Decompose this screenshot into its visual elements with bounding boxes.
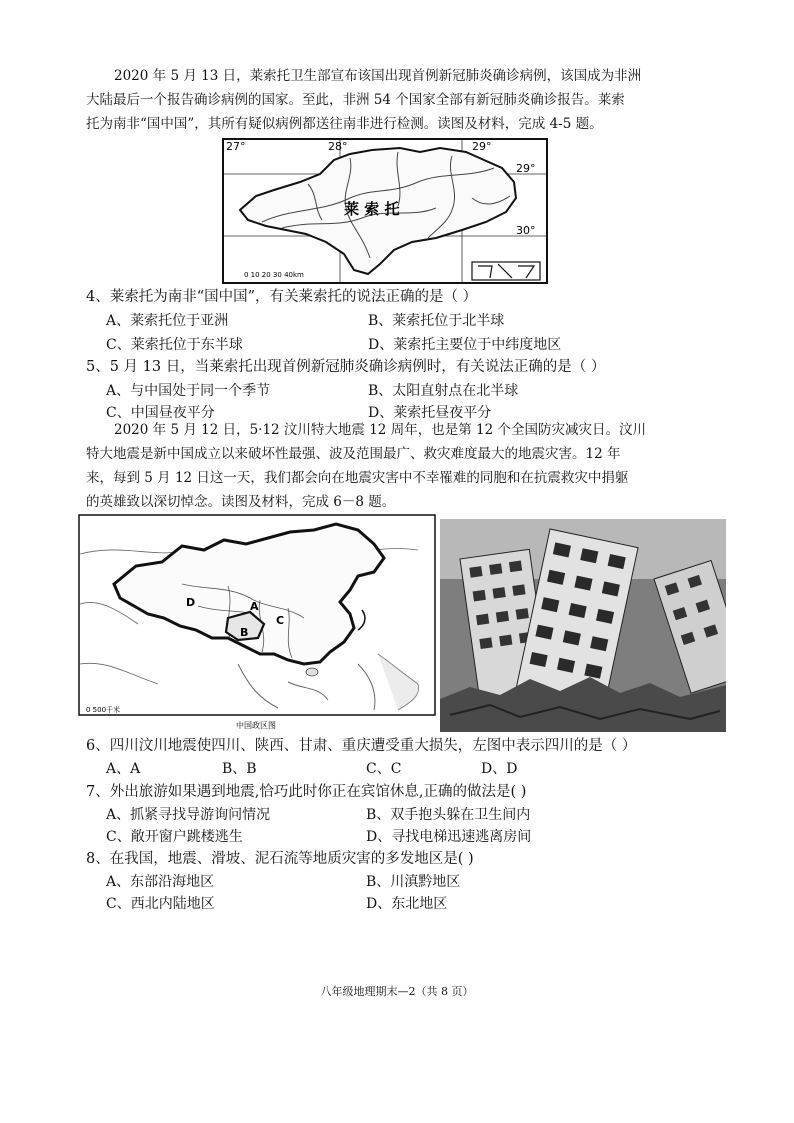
- latitude-label: 30°: [516, 224, 536, 237]
- longitude-label: 29°: [472, 140, 492, 153]
- question-5-option-a[interactable]: A、与中国处于同一个季节: [106, 383, 271, 399]
- map-point-b: B: [240, 626, 249, 639]
- question-7-option-b[interactable]: B、双手抱头躲在卫生间内: [366, 807, 531, 823]
- question-8-option-b[interactable]: B、川滇黔地区: [366, 874, 461, 890]
- longitude-label: 27°: [226, 140, 246, 153]
- map-caption: 中国政区图: [236, 721, 276, 730]
- question-5-option-b[interactable]: B、太阳直射点在北半球: [368, 383, 519, 399]
- map-point-a: A: [250, 600, 259, 613]
- question-5-option-c[interactable]: C、中国昼夜平分: [106, 405, 215, 421]
- inset-map: [472, 262, 540, 280]
- question-6-stem: 6、四川汶川地震使四川、陕西、甘肃、重庆遭受重大损失，左图中表示四川的是（ ）: [86, 738, 637, 754]
- earthquake-photo: [440, 519, 726, 732]
- passage-line: 大陆最后一个报告确诊病例的国家。至此，非洲 54 个国家全部有新冠肺炎确诊报告。莱索: [86, 92, 625, 108]
- question-4-option-c[interactable]: C、莱索托位于东半球: [106, 337, 243, 353]
- passage-wenchuan: [86, 418, 726, 514]
- scale-label: 0 500千米: [86, 706, 121, 714]
- question-6-option-b[interactable]: B、B: [222, 761, 257, 777]
- question-5-stem: 5、5 月 13 日，当莱索托出现首例新冠肺炎确诊病例时，有关说法正确的是（ ）: [86, 359, 606, 375]
- passage-line: 特大地震是新中国成立以来破坏性最强、波及范围最广、救灾难度最大的地震灾害。12 年: [86, 446, 621, 462]
- longitude-label: 28°: [328, 140, 348, 153]
- scale-label: 0 10 20 30 40km: [244, 271, 304, 279]
- question-8-stem: 8、在我国，地震、滑坡、泥石流等地质灾害的多发地区是( ): [86, 851, 474, 867]
- question-6-option-d[interactable]: D、D: [481, 761, 518, 777]
- page-footer: 八年级地理期末—2（共 8 页）: [320, 985, 474, 998]
- question-4-option-d[interactable]: D、莱索托主要位于中纬度地区: [368, 337, 562, 353]
- question-4-option-a[interactable]: A、莱索托位于亚洲: [106, 313, 229, 329]
- passage-line: 的英雄致以深切悼念。读图及材料，完成 6－8 题。: [86, 494, 396, 510]
- question-7-stem: 7、外出旅游如果遇到地震,恰巧此时你正在宾馆休息,正确的做法是( ): [86, 784, 527, 800]
- china-map: [78, 514, 436, 732]
- question-8-option-d[interactable]: D、东北地区: [366, 896, 448, 912]
- map-point-c: C: [276, 614, 285, 627]
- passage-line: 2020 年 5 月 13 日，莱索托卫生部宣布该国出现首例新冠肺炎确诊病例，该国成为非洲: [114, 68, 642, 84]
- question-6-option-a[interactable]: A、A: [106, 761, 141, 777]
- passage-lesotho: [86, 64, 726, 136]
- question-6-option-c[interactable]: C、C: [366, 761, 402, 777]
- lesotho-map: [222, 138, 548, 284]
- passage-line: 托为南非“国中国”，其所有疑似病例都送往南非进行检测。读图及材料，完成 4-5 题。: [86, 116, 603, 132]
- question-5-option-d[interactable]: D、莱索托昼夜平分: [368, 405, 492, 421]
- question-8-option-c[interactable]: C、西北内陆地区: [106, 896, 215, 912]
- question-8-option-a[interactable]: A、东部沿海地区: [106, 874, 215, 890]
- question-7-option-d[interactable]: D、寻找电梯迅速逃离房间: [366, 829, 532, 845]
- passage-line: 来，每到 5 月 12 日这一天，我们都会向在地震灾害中不幸罹难的同胞和在抗震救灾中捐躯: [86, 470, 629, 486]
- question-4-stem: 4、莱索托为南非“国中国”，有关莱索托的说法正确的是（ ）: [86, 289, 478, 305]
- question-7-option-a[interactable]: A、抓紧寻找导游询问情况: [106, 807, 271, 823]
- map-point-d: D: [186, 596, 196, 609]
- question-4-option-b[interactable]: B、莱索托位于北半球: [368, 313, 505, 329]
- question-7-option-c[interactable]: C、敞开窗户跳楼逃生: [106, 829, 243, 845]
- country-label: 莱 索 托: [344, 200, 400, 218]
- passage-line: 2020 年 5 月 12 日，5·12 汶川特大地震 12 周年，也是第 12 个全国防灾减灾日。汶川: [114, 422, 646, 438]
- latitude-label: 29°: [516, 162, 536, 175]
